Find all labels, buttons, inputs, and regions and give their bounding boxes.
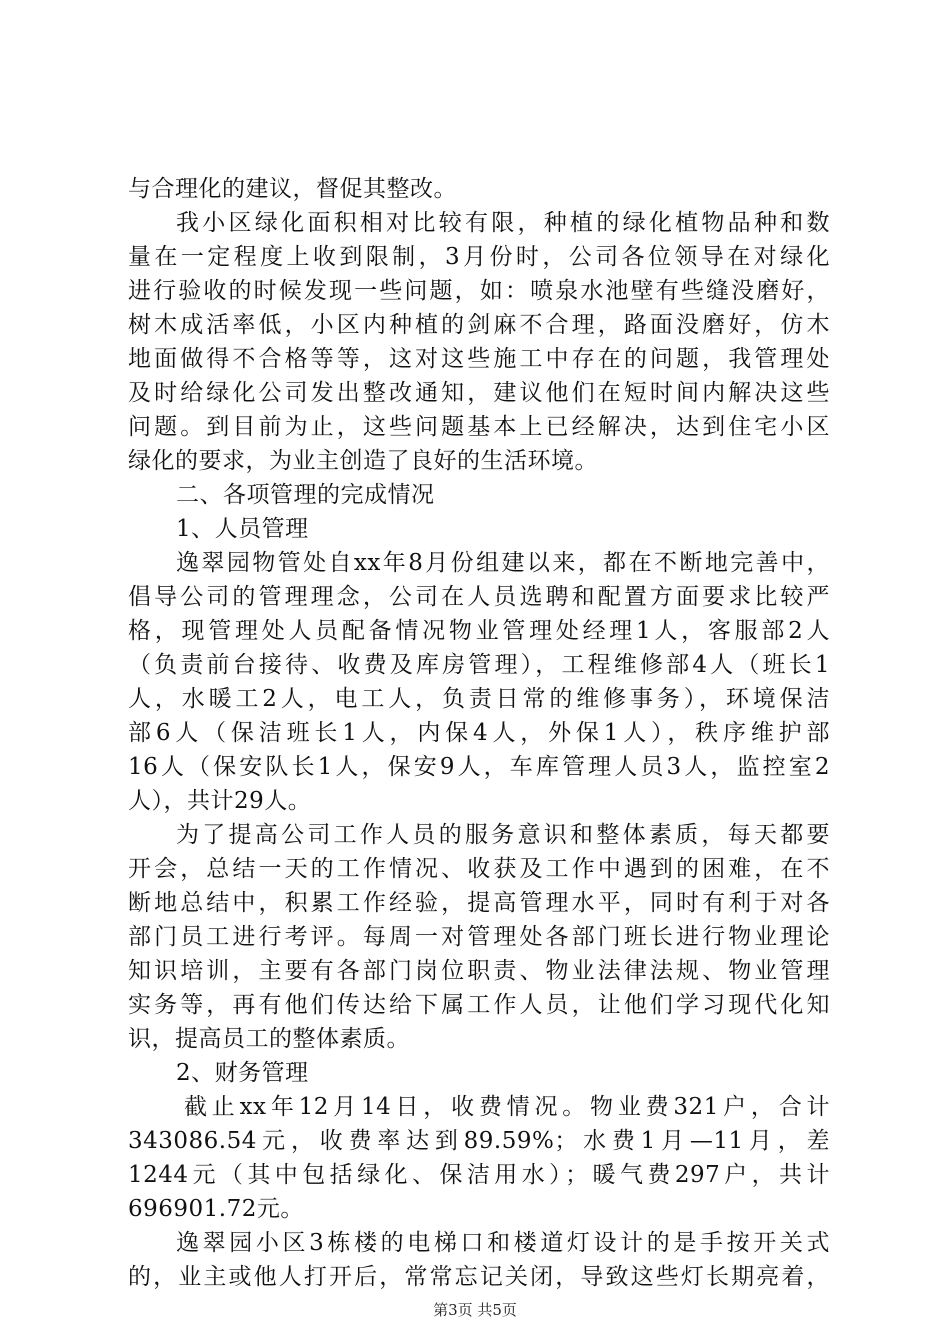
text-line: 人），共计29人。 [128, 788, 312, 814]
page-number-footer: 第3页 共5页 [433, 1301, 517, 1319]
text-line: 量在一定程度上收到限制，3月份时，公司各位领导在对绿化 [128, 244, 830, 270]
text-line: 知识培训，主要有各部门岗位职责、物业法律法规、物业管理 [128, 958, 830, 984]
text-line: 部门员工进行考评。每周一对管理处各部门班长进行物业理论 [128, 924, 830, 950]
text-line: 逸翠园物管处自xx年8月份组建以来，都在不断地完善中， [176, 550, 830, 576]
subsection-heading: 1、人员管理 [176, 516, 309, 542]
text-line: 开会，总结一天的工作情况、收获及工作中遇到的困难，在不 [128, 856, 830, 882]
text-line: 我小区绿化面积相对比较有限，种植的绿化植物品种和数 [176, 210, 830, 236]
text-line: 为了提高公司工作人员的服务意识和整体素质，每天都要 [176, 822, 830, 848]
section-heading: 二、各项管理的完成情况 [176, 482, 435, 508]
text-line: 截止xx年12月14日，收费情况。物业费321户，合计 [184, 1094, 830, 1120]
text-line: 696901.72元。 [128, 1196, 304, 1222]
text-line: 格，现管理处人员配备情况物业管理处经理1人，客服部2人 [128, 618, 830, 644]
text-line: 实务等，再有他们传达给下属工作人员，让他们学习现代化知 [128, 992, 830, 1018]
text-line: 部6人（保洁班长1人，内保4人，外保1人），秩序维护部 [128, 720, 830, 746]
text-line: 343086.54元，收费率达到89.59%；水费1月—11月，差 [128, 1128, 830, 1154]
text-line: 绿化的要求，为业主创造了良好的生活环境。 [128, 448, 598, 474]
text-line: 逸翠园小区3栋楼的电梯口和楼道灯设计的是手按开关式 [176, 1230, 830, 1256]
text-line: 及时给绿化公司发出整改通知，建议他们在短时间内解决这些 [128, 380, 830, 406]
text-line: 1244元（其中包括绿化、保洁用水）；暖气费297户，共计 [128, 1162, 830, 1188]
text-line: 地面做得不合格等等，这对这些施工中存在的问题，我管理处 [128, 346, 830, 372]
text-line: 问题。到目前为止，这些问题基本上已经解决，达到住宅小区 [128, 414, 830, 440]
text-line: 进行验收的时候发现一些问题，如：喷泉水池壁有些缝没磨好， [128, 278, 830, 304]
text-line: 16人（保安队长1人，保安9人，车库管理人员3人，监控室2 [128, 754, 830, 780]
text-line: 与合理化的建议，督促其整改。 [128, 176, 457, 202]
text-line: （负责前台接待、收费及库房管理），工程维修部4人（班长1 [128, 652, 830, 678]
text-line: 断地总结中，积累工作经验，提高管理水平，同时有利于对各 [128, 890, 830, 916]
text-line: 人，水暖工2人，电工人，负责日常的维修事务），环境保洁 [128, 686, 830, 712]
text-line: 倡导公司的管理理念，公司在人员选聘和配置方面要求比较严 [128, 584, 830, 610]
text-line: 树木成活率低，小区内种植的剑麻不合理，路面没磨好，仿木 [128, 312, 830, 338]
text-line: 识，提高员工的整体素质。 [128, 1026, 410, 1052]
text-line: 的，业主或他人打开后，常常忘记关闭，导致这些灯长期亮着， [128, 1264, 830, 1290]
subsection-heading: 2、财务管理 [176, 1060, 309, 1086]
